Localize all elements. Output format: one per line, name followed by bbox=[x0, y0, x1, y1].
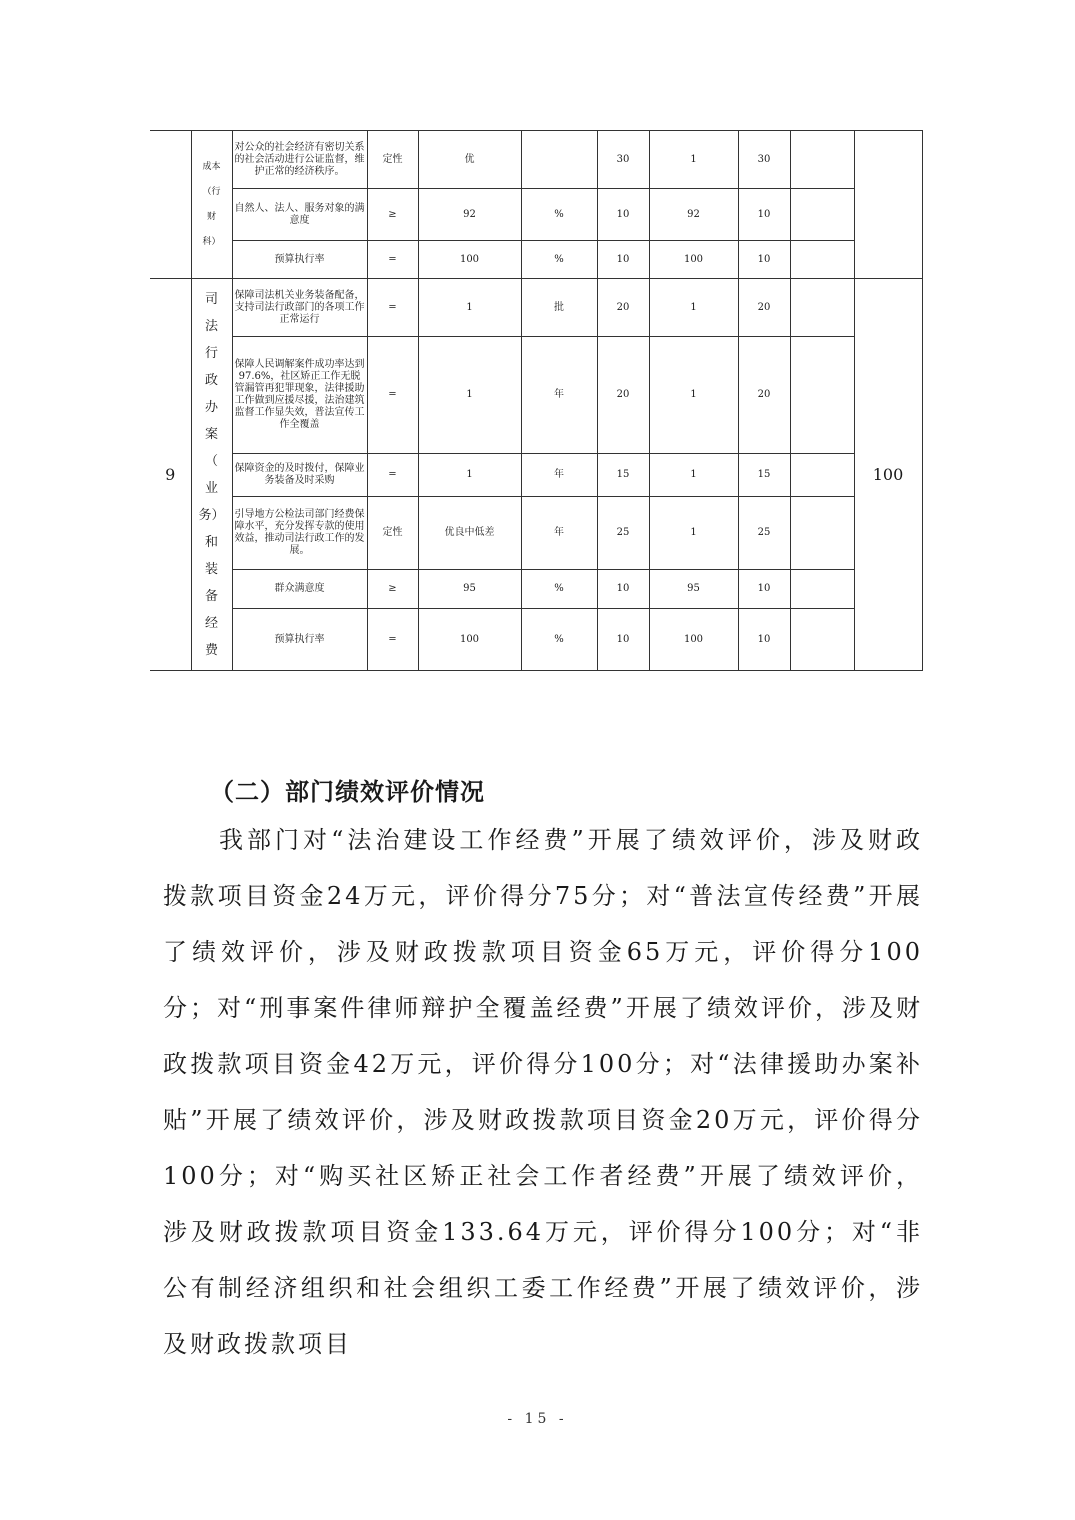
operator-cell: ≥ bbox=[367, 570, 418, 609]
project-name-char: 备 bbox=[204, 588, 218, 604]
project-name-char: 政 bbox=[204, 372, 218, 388]
performance-table bbox=[150, 130, 923, 671]
project-name-char: 装 bbox=[204, 561, 218, 577]
target-cell: 92 bbox=[418, 189, 521, 241]
actual-cell: 100 bbox=[649, 241, 738, 279]
score-cell: 20 bbox=[738, 279, 790, 337]
note-cell bbox=[790, 279, 854, 337]
note-cell bbox=[790, 570, 854, 609]
weight-cell: 10 bbox=[597, 570, 649, 609]
actual-cell: 95 bbox=[649, 570, 738, 609]
target-cell: 优良中低差 bbox=[418, 497, 521, 570]
table-row bbox=[150, 279, 922, 337]
note-cell bbox=[790, 337, 854, 454]
score-cell: 20 bbox=[738, 337, 790, 454]
score-cell: 10 bbox=[738, 570, 790, 609]
indicator-cell: 保障人民调解案件成功率达到97.6%，社区矫正工作无脱管漏管再犯罪现象，法律援助工作做到应援尽援，法治建筑监督工作显失效，普法宣传工作全覆盖 bbox=[232, 337, 367, 454]
table-row bbox=[150, 609, 922, 671]
project-name-char: 司 bbox=[204, 291, 218, 307]
note-cell bbox=[790, 454, 854, 497]
category-char: 成本 bbox=[202, 161, 221, 172]
actual-cell: 1 bbox=[649, 454, 738, 497]
unit-cell: % bbox=[521, 570, 597, 609]
project-name-char: 案 bbox=[204, 426, 218, 442]
indicator-cell: 对公众的社会经济有密切关系的社会活动进行公证监督，维护正常的经济秩序。 bbox=[232, 131, 367, 189]
table-row bbox=[150, 241, 922, 279]
project-name-char: 费 bbox=[204, 642, 218, 658]
operator-cell: = bbox=[367, 279, 418, 337]
operator-cell: = bbox=[367, 609, 418, 671]
seq-cell: 9 bbox=[150, 279, 191, 671]
project-name-char: 和 bbox=[204, 534, 218, 550]
indicator-cell: 保障资金的及时拨付，保障业务装备及时采购 bbox=[232, 454, 367, 497]
actual-cell: 1 bbox=[649, 497, 738, 570]
target-cell: 1 bbox=[418, 279, 521, 337]
actual-cell: 92 bbox=[649, 189, 738, 241]
score-cell: 15 bbox=[738, 454, 790, 497]
project-name-char: 法 bbox=[204, 318, 218, 334]
section-heading: （二）部门绩效评价情况 bbox=[210, 778, 485, 806]
score-cell: 10 bbox=[738, 189, 790, 241]
project-name-char: 业 bbox=[204, 480, 218, 496]
note-cell bbox=[790, 189, 854, 241]
weight-cell: 10 bbox=[597, 189, 649, 241]
seq-cell bbox=[150, 131, 191, 279]
table-row bbox=[150, 570, 922, 609]
project-name-char: 经 bbox=[204, 615, 218, 631]
weight-cell: 15 bbox=[597, 454, 649, 497]
table-row bbox=[150, 497, 922, 570]
operator-cell: 定性 bbox=[367, 497, 418, 570]
indicator-cell: 预算执行率 bbox=[232, 241, 367, 279]
weight-cell: 10 bbox=[597, 609, 649, 671]
page-number: - 15 - bbox=[507, 1411, 568, 1427]
unit-cell: % bbox=[521, 609, 597, 671]
table-row bbox=[150, 337, 922, 454]
unit-cell: % bbox=[521, 241, 597, 279]
unit-cell: 年 bbox=[521, 497, 597, 570]
indicator-cell: 预算执行率 bbox=[232, 609, 367, 671]
category-char: 财 bbox=[206, 211, 216, 222]
indicator-cell: 保障司法机关业务装备配备，支持司法行政部门的各项工作正常运行 bbox=[232, 279, 367, 337]
note-cell bbox=[790, 131, 854, 189]
target-cell: 100 bbox=[418, 241, 521, 279]
note-cell bbox=[790, 609, 854, 671]
score-cell: 10 bbox=[738, 241, 790, 279]
score-cell: 25 bbox=[738, 497, 790, 570]
note-cell bbox=[790, 241, 854, 279]
actual-cell: 100 bbox=[649, 609, 738, 671]
target-cell: 95 bbox=[418, 570, 521, 609]
weight-cell: 20 bbox=[597, 337, 649, 454]
unit-cell bbox=[521, 131, 597, 189]
indicator-cell: 引导地方公检法司部门经费保障水平，充分发挥专款的使用效益，推动司法行政工作的发展。 bbox=[232, 497, 367, 570]
project-name-char: 务） bbox=[198, 507, 225, 523]
category-cell bbox=[191, 131, 232, 279]
unit-cell: 批 bbox=[521, 279, 597, 337]
weight-cell: 25 bbox=[597, 497, 649, 570]
section-body: 我部门对“法治建设工作经费”开展了绩效评价，涉及财政拨款项目资金24万元，评价得分75分；对“普法宣传经费”开展了绩效评价，涉及财政拨款项目资金65万元，评价得分100分；对“刑事案件律师辩护全覆盖经费”开展了绩效评价，涉及财政拨款项目资金42万元，评价得分100分；对“法律援助办案补贴”开展了绩效评价，涉及财政拨款项目资金20万元，评价得分100分；对“购买社区矫正社会工作者经费”开展了绩效评价，涉及财政拨款项目资金133.64万元，评价得分100分；对“非公有制经济组织和社会组织工委工作经费”开展了绩效评价，涉及财政拨款项目 bbox=[163, 826, 923, 1358]
indicator-cell: 自然人、法人、服务对象的满意度 bbox=[232, 189, 367, 241]
table-row bbox=[150, 454, 922, 497]
indicator-cell: 群众满意度 bbox=[232, 570, 367, 609]
target-cell: 100 bbox=[418, 609, 521, 671]
unit-cell: 年 bbox=[521, 337, 597, 454]
operator-cell: = bbox=[367, 241, 418, 279]
project-name-cell bbox=[191, 279, 232, 671]
weight-cell: 20 bbox=[597, 279, 649, 337]
unit-cell: % bbox=[521, 189, 597, 241]
target-cell: 1 bbox=[418, 454, 521, 497]
unit-cell: 年 bbox=[521, 454, 597, 497]
target-cell: 1 bbox=[418, 337, 521, 454]
actual-cell: 1 bbox=[649, 131, 738, 189]
operator-cell: = bbox=[367, 454, 418, 497]
score-cell: 30 bbox=[738, 131, 790, 189]
operator-cell: = bbox=[367, 337, 418, 454]
total-cell: 100 bbox=[854, 279, 922, 671]
note-cell bbox=[790, 497, 854, 570]
table-row bbox=[150, 131, 922, 189]
score-cell: 10 bbox=[738, 609, 790, 671]
total-cell bbox=[854, 131, 922, 279]
operator-cell: 定性 bbox=[367, 131, 418, 189]
actual-cell: 1 bbox=[649, 279, 738, 337]
weight-cell: 30 bbox=[597, 131, 649, 189]
table-row bbox=[150, 189, 922, 241]
project-name-char: （ bbox=[204, 453, 218, 469]
project-name-char: 行 bbox=[204, 345, 218, 361]
weight-cell: 10 bbox=[597, 241, 649, 279]
operator-cell: ≥ bbox=[367, 189, 418, 241]
project-name-char: 办 bbox=[204, 399, 218, 415]
target-cell: 优 bbox=[418, 131, 521, 189]
category-char: （行 bbox=[202, 186, 221, 197]
category-char: 科） bbox=[202, 236, 221, 247]
actual-cell: 1 bbox=[649, 337, 738, 454]
